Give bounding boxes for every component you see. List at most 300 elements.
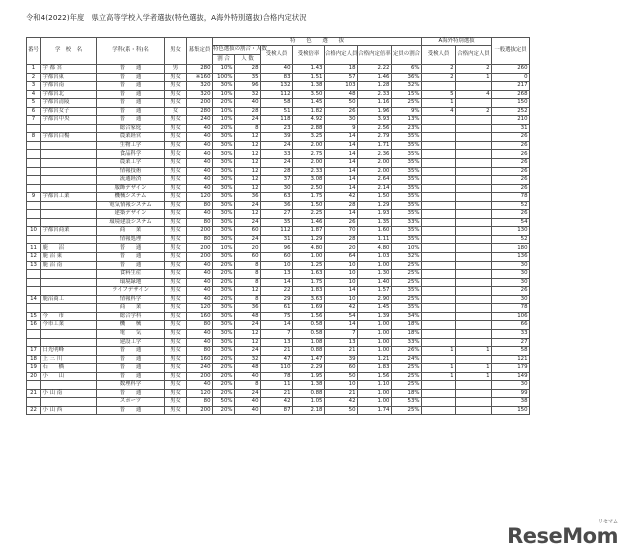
cell-ratio: 20%	[213, 381, 235, 390]
cell-school: 宇都宮商業	[41, 227, 97, 236]
cell-no: 11	[27, 244, 41, 253]
cell-gen: 26	[492, 133, 530, 142]
cell-gen: 26	[492, 141, 530, 150]
cell-cap: 200	[187, 227, 213, 236]
table-row	[27, 150, 615, 159]
cell-school	[41, 150, 97, 159]
cell-share: 25%	[392, 381, 422, 390]
cell-kapp	[422, 304, 456, 313]
cell-cap: 40	[187, 381, 213, 390]
cell-cap: 200	[187, 406, 213, 415]
cell-gender: 男女	[165, 278, 187, 287]
cell-cap: 320	[187, 90, 213, 99]
cell-no	[27, 381, 41, 390]
cell-gender: 男女	[165, 270, 187, 279]
cell-share: 35%	[392, 210, 422, 219]
cell-no: 20	[27, 372, 41, 381]
header-gender: 男女	[165, 38, 187, 65]
cell-ratio: 30%	[213, 227, 235, 236]
cell-kpass	[456, 355, 492, 364]
cell-gen: 26	[492, 287, 530, 296]
cell-gen: 121	[492, 355, 530, 364]
cell-no	[27, 124, 41, 133]
cell-share: 32%	[392, 82, 422, 91]
cell-pass: 48	[325, 90, 358, 99]
cell-gender: 男女	[165, 321, 187, 330]
cell-ratio: 30%	[213, 321, 235, 330]
cell-ratio: 20%	[213, 364, 235, 373]
cell-cnt: 32	[235, 355, 261, 364]
cell-cap: 120	[187, 304, 213, 313]
cell-rate: 1.00	[293, 253, 325, 262]
cell-ratio: 30%	[213, 235, 235, 244]
header-count: 人 数	[235, 55, 261, 65]
header-tokushoku-group: 特 色 選 抜	[213, 38, 422, 46]
cell-pass: 13	[325, 338, 358, 347]
cell-gender: 男女	[165, 338, 187, 347]
cell-ratio: 30%	[213, 159, 235, 168]
cell-pass: 14	[325, 167, 358, 176]
cell-gen: 31	[492, 124, 530, 133]
cell-cnt: 24	[235, 235, 261, 244]
cell-kapp	[422, 116, 456, 125]
cell-no: 15	[27, 312, 41, 321]
cell-cap: 80	[187, 321, 213, 330]
cell-kapp	[422, 278, 456, 287]
cell-cap: 320	[187, 82, 213, 91]
cell-prate: 1.39	[358, 312, 392, 321]
cell-prate: 2.64	[358, 176, 392, 185]
cell-cap: 240	[187, 116, 213, 125]
cell-kapp	[422, 150, 456, 159]
cell-school: 石 橋	[41, 364, 97, 373]
cell-share: 53%	[392, 398, 422, 407]
cell-cnt: 28	[235, 65, 261, 74]
cell-share: 33%	[392, 218, 422, 227]
cell-rate: 1.69	[293, 304, 325, 313]
cell-school: 鹿沼商工	[41, 295, 97, 304]
cell-kapp	[422, 141, 456, 150]
cell-dept: 環境緑地	[97, 278, 165, 287]
cell-prate: 1.60	[358, 227, 392, 236]
cell-dept: 電 気	[97, 329, 165, 338]
cell-kpass	[456, 141, 492, 150]
cell-share: 18%	[392, 329, 422, 338]
cell-no	[27, 201, 41, 210]
table-row	[27, 218, 615, 227]
cell-cap: 40	[187, 133, 213, 142]
cell-cnt: 8	[235, 270, 261, 279]
cell-dept: 情報科学	[97, 295, 165, 304]
table-row	[27, 193, 615, 202]
cell-gender: 男女	[165, 193, 187, 202]
cell-kapp: 1	[422, 99, 456, 108]
cell-cnt: 20	[235, 244, 261, 253]
cell-ratio: 30%	[213, 167, 235, 176]
cell-rate: 1.82	[293, 107, 325, 116]
cell-cnt: 12	[235, 167, 261, 176]
cell-share: 24%	[392, 355, 422, 364]
cell-cnt: 8	[235, 261, 261, 270]
cell-gender: 男女	[165, 227, 187, 236]
cell-kpass	[456, 295, 492, 304]
cell-cnt: 12	[235, 210, 261, 219]
cell-dept: 普 通	[97, 107, 165, 116]
cell-kapp	[422, 124, 456, 133]
cell-gender: 男女	[165, 312, 187, 321]
cell-no: 18	[27, 355, 41, 364]
cell-share: 13%	[392, 116, 422, 125]
cell-prate: 2.90	[358, 295, 392, 304]
cell-pass: 9	[325, 124, 358, 133]
cell-gender: 男女	[165, 372, 187, 381]
cell-no: 9	[27, 193, 41, 202]
cell-school: 宇都宮北	[41, 90, 97, 99]
cell-pass: 14	[325, 150, 358, 159]
cell-prate: 2.33	[358, 90, 392, 99]
cell-ratio: 30%	[213, 133, 235, 142]
table-row	[27, 133, 615, 142]
cell-gen: 30	[492, 381, 530, 390]
table-row	[27, 244, 615, 253]
cell-pass: 10	[325, 295, 358, 304]
cell-ratio: 30%	[213, 141, 235, 150]
cell-rate: 3.08	[293, 176, 325, 185]
table-row	[27, 201, 615, 210]
cell-app: 110	[261, 364, 293, 373]
cell-gen: 30	[492, 270, 530, 279]
cell-ratio: 20%	[213, 406, 235, 415]
cell-share: 35%	[392, 287, 422, 296]
cell-rate: 1.50	[293, 201, 325, 210]
cell-cnt: 8	[235, 124, 261, 133]
cell-cap: 40	[187, 159, 213, 168]
cell-prate: 1.00	[358, 389, 392, 398]
cell-share: 35%	[392, 159, 422, 168]
cell-gen: 52	[492, 201, 530, 210]
cell-app: 24	[261, 159, 293, 168]
cell-gender: 男女	[165, 99, 187, 108]
table-row	[27, 167, 615, 176]
cell-kapp: 2	[422, 73, 456, 82]
cell-rate: 1.51	[293, 73, 325, 82]
header-rate: 受検倍率	[293, 46, 325, 65]
cell-rate: 3.63	[293, 295, 325, 304]
cell-dept: 電気情報システム	[97, 201, 165, 210]
table-row	[27, 253, 615, 262]
cell-kpass	[456, 218, 492, 227]
cell-cnt: 12	[235, 329, 261, 338]
cell-cnt: 48	[235, 312, 261, 321]
cell-school	[41, 167, 97, 176]
cell-share: 25%	[392, 99, 422, 108]
cell-prate: 1.21	[358, 355, 392, 364]
cell-app: 78	[261, 372, 293, 381]
table-row	[27, 124, 615, 133]
cell-gen: 150	[492, 406, 530, 415]
cell-gender: 男女	[165, 329, 187, 338]
cell-cap: 40	[187, 287, 213, 296]
table-row	[27, 372, 615, 381]
cell-gender: 男女	[165, 167, 187, 176]
cell-ratio: 10%	[213, 116, 235, 125]
cell-prate: 2.56	[358, 124, 392, 133]
cell-school	[41, 235, 97, 244]
cell-no	[27, 338, 41, 347]
cell-gen: 38	[492, 398, 530, 407]
cell-ratio: 30%	[213, 193, 235, 202]
cell-cap: 160	[187, 312, 213, 321]
cell-gender: 男女	[165, 235, 187, 244]
cell-school: 宇都宮女子	[41, 107, 97, 116]
cell-school	[41, 159, 97, 168]
cell-cnt: 96	[235, 82, 261, 91]
cell-share: 35%	[392, 184, 422, 193]
cell-gender: 男女	[165, 82, 187, 91]
cell-prate: 1.30	[358, 270, 392, 279]
cell-cnt: 24	[235, 321, 261, 330]
cell-gen: 26	[492, 159, 530, 168]
cell-kpass	[456, 321, 492, 330]
cell-share: 25%	[392, 406, 422, 415]
cell-school: 日光明峰	[41, 347, 97, 356]
cell-no: 1	[27, 65, 41, 74]
cell-cnt: 8	[235, 295, 261, 304]
cell-kpass	[456, 253, 492, 262]
cell-gender: 女	[165, 107, 187, 116]
cell-cap: 40	[187, 124, 213, 133]
cell-gen: 33	[492, 329, 530, 338]
cell-share: 34%	[392, 312, 422, 321]
cell-kapp: 4	[422, 107, 456, 116]
cell-dept: 服飾デザイン	[97, 184, 165, 193]
cell-cap: 40	[187, 150, 213, 159]
cell-cap: 40	[187, 261, 213, 270]
cell-kpass	[456, 244, 492, 253]
cell-rate: 2.75	[293, 150, 325, 159]
cell-app: 31	[261, 235, 293, 244]
cell-kapp: 2	[422, 65, 456, 74]
cell-rate: 1.08	[293, 338, 325, 347]
cell-ratio: 30%	[213, 218, 235, 227]
cell-rate: 2.18	[293, 406, 325, 415]
cell-no: 5	[27, 99, 41, 108]
header-k-passed: 合格内定人員	[456, 46, 492, 65]
cell-pass: 50	[325, 372, 358, 381]
cell-kpass	[456, 381, 492, 390]
cell-gender: 男女	[165, 253, 187, 262]
cell-cnt: 35	[235, 73, 261, 82]
cell-school	[41, 304, 97, 313]
cell-gen: 26	[492, 210, 530, 219]
cell-dept: 商 業	[97, 227, 165, 236]
cell-app: 21	[261, 389, 293, 398]
cell-gen: 106	[492, 312, 530, 321]
cell-prate: 1.50	[358, 193, 392, 202]
cell-cap: 40	[187, 210, 213, 219]
cell-school: 鹿 沼	[41, 244, 97, 253]
cell-kpass	[456, 287, 492, 296]
cell-gender: 男女	[165, 124, 187, 133]
cell-rate: 0.58	[293, 321, 325, 330]
table-row	[27, 287, 615, 296]
cell-no: 12	[27, 253, 41, 262]
cell-prate: 1.00	[358, 398, 392, 407]
cell-kpass	[456, 133, 492, 142]
cell-gen: 260	[492, 65, 530, 74]
cell-school: 上 三 川	[41, 355, 97, 364]
cell-cap: 200	[187, 99, 213, 108]
cell-ratio: 30%	[213, 176, 235, 185]
cell-rate: 1.43	[293, 65, 325, 74]
cell-gen: 210	[492, 116, 530, 125]
table-row	[27, 312, 615, 321]
header-pass-rate: 合格内定倍率	[358, 46, 392, 65]
cell-dept: 食料生産	[97, 270, 165, 279]
cell-school: 宇都宮東	[41, 73, 97, 82]
document-title: 令和4(2022)年度 県立高等学校入学者選抜(特色選抜，A海外特別選抜)合格内定状況	[26, 13, 307, 22]
cell-cnt: 12	[235, 287, 261, 296]
cell-kapp	[422, 176, 456, 185]
cell-share: 33%	[392, 338, 422, 347]
header-kaigai-group: A海外特別選抜	[422, 38, 492, 46]
cell-pass: 21	[325, 347, 358, 356]
cell-gen: 26	[492, 150, 530, 159]
table-row	[27, 90, 615, 99]
cell-prate: 1.16	[358, 99, 392, 108]
cell-share: 36%	[392, 73, 422, 82]
logo-text: ReseMom	[507, 524, 618, 548]
cell-app: 28	[261, 167, 293, 176]
cell-dept: 普 通	[97, 355, 165, 364]
cell-school	[41, 329, 97, 338]
table-row	[27, 329, 615, 338]
cell-gen: 66	[492, 321, 530, 330]
cell-gender: 男女	[165, 389, 187, 398]
cell-pass: 26	[325, 107, 358, 116]
cell-gender: 男女	[165, 159, 187, 168]
cell-pass: 18	[325, 65, 358, 74]
cell-school	[41, 184, 97, 193]
cell-gen: 30	[492, 295, 530, 304]
cell-gender: 男女	[165, 90, 187, 99]
cell-share: 32%	[392, 253, 422, 262]
cell-rate: 4.80	[293, 244, 325, 253]
cell-no	[27, 184, 41, 193]
cell-cnt: 24	[235, 116, 261, 125]
cell-no: 2	[27, 73, 41, 82]
cell-kpass	[456, 235, 492, 244]
cell-share: 6%	[392, 65, 422, 74]
cell-no: 16	[27, 321, 41, 330]
table-row	[27, 184, 615, 193]
cell-school: 今市工業	[41, 321, 97, 330]
cell-dept: 農業工学	[97, 159, 165, 168]
cell-prate: 3.93	[358, 116, 392, 125]
cell-gender: 男女	[165, 150, 187, 159]
header-no: 番号	[27, 38, 41, 65]
header-dept: 学科(系・科)名	[97, 38, 165, 65]
table-row	[27, 176, 615, 185]
cell-prate: 1.10	[358, 381, 392, 390]
cell-pass: 42	[325, 398, 358, 407]
cell-pass: 39	[325, 355, 358, 364]
cell-cap: 40	[187, 141, 213, 150]
cell-kpass: 4	[456, 90, 492, 99]
cell-ratio: 20%	[213, 372, 235, 381]
cell-share: 35%	[392, 193, 422, 202]
cell-app: 10	[261, 261, 293, 270]
cell-app: 24	[261, 141, 293, 150]
cell-share: 25%	[392, 364, 422, 373]
cell-dept: 普 通	[97, 65, 165, 74]
cell-rate: 3.25	[293, 133, 325, 142]
cell-gen: 54	[492, 218, 530, 227]
cell-dept: 普 通	[97, 99, 165, 108]
cell-kpass	[456, 184, 492, 193]
cell-prate: 1.00	[358, 261, 392, 270]
cell-gender: 男女	[165, 347, 187, 356]
cell-share: 15%	[392, 90, 422, 99]
cell-no	[27, 398, 41, 407]
cell-gen: 217	[492, 82, 530, 91]
cell-kapp: 5	[422, 90, 456, 99]
cell-rate: 4.92	[293, 116, 325, 125]
cell-app: 11	[261, 381, 293, 390]
cell-cnt: 8	[235, 278, 261, 287]
cell-kapp	[422, 355, 456, 364]
cell-rate: 1.56	[293, 312, 325, 321]
cell-dept: 総合学科	[97, 312, 165, 321]
cell-app: 112	[261, 227, 293, 236]
cell-kpass	[456, 338, 492, 347]
cell-rate: 0.88	[293, 347, 325, 356]
header-applicants: 受検人員	[261, 46, 293, 65]
cell-cap: 40	[187, 167, 213, 176]
cell-pass: 57	[325, 73, 358, 82]
cell-gen: 27	[492, 338, 530, 347]
cell-dept: 情報処理	[97, 235, 165, 244]
cell-app: 132	[261, 82, 293, 91]
cell-cap: 80	[187, 218, 213, 227]
cell-rate: 1.25	[293, 261, 325, 270]
cell-kapp: 1	[422, 364, 456, 373]
cell-gender: 男女	[165, 244, 187, 253]
cell-kpass	[456, 389, 492, 398]
cell-kpass	[456, 82, 492, 91]
cell-app: 83	[261, 73, 293, 82]
cell-gen: 268	[492, 90, 530, 99]
cell-cnt: 12	[235, 150, 261, 159]
cell-cnt: 12	[235, 141, 261, 150]
cell-prate: 2.00	[358, 159, 392, 168]
cell-pass: 14	[325, 176, 358, 185]
cell-prate: 1.46	[358, 73, 392, 82]
cell-kapp	[422, 406, 456, 415]
cell-prate: 2.36	[358, 150, 392, 159]
cell-no	[27, 210, 41, 219]
table-row	[27, 65, 615, 74]
cell-school	[41, 270, 97, 279]
cell-app: 42	[261, 398, 293, 407]
cell-ratio: 30%	[213, 184, 235, 193]
cell-gen: 130	[492, 227, 530, 236]
cell-kpass	[456, 193, 492, 202]
table-row	[27, 82, 615, 91]
cell-kpass	[456, 227, 492, 236]
cell-share: 26%	[392, 347, 422, 356]
cell-ratio: 20%	[213, 355, 235, 364]
